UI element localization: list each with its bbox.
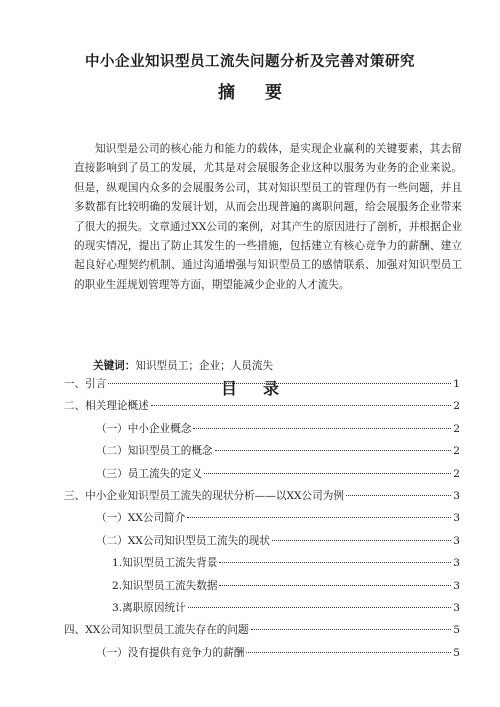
toc-leader-dots <box>187 516 451 518</box>
toc-entry[interactable] <box>64 443 460 465</box>
toc-entry[interactable] <box>64 533 460 555</box>
toc-entry[interactable] <box>64 421 460 443</box>
toc-leader-dots <box>188 606 452 608</box>
toc-leader-dots <box>219 584 451 586</box>
toc-entry-page: 3 <box>453 579 460 592</box>
toc-leader-dots <box>246 651 451 653</box>
abstract-body: 知识型是公司的核心能力和能力的载体，是实现企业赢利的关键要素，其去留直接影响到了员工的发展，尤其是对会展服务企业这种以服务为业务的企业来说。但是，纵观国内众多的会展服务公司，其对知识型员工的管理仍有一些问题，并且多数都有比较明确的发展计划，从而会出现普遍的离职问题，给会展服务企业带来了很大的损失。文章通过XX公司的案例，对其产生的原因进行了剖析，并根据企业的现实情况，提出了防止其发生的一些措施，包括建立有核心竞争力的薪酬、建立起良好心理契约机制、通过沟通增强与知识型员工的感情联系、加强对知识型员工的职业生涯规划管理等方面，期望能减少企业的人才流失。 <box>74 143 462 291</box>
document-title: 中小企业知识型员工流失问题分析及完善对策研究 <box>85 53 415 70</box>
toc-entry[interactable] <box>64 510 460 532</box>
toc-leader-dots <box>215 449 452 451</box>
toc-leader-dots <box>108 382 451 384</box>
toc-entry-title: 四、XX公司知识型员工流失存在的问题 <box>64 624 249 637</box>
toc-entry-title: （三）员工流失的定义 <box>96 467 202 480</box>
toc-leader-dots <box>204 472 451 474</box>
table-of-contents <box>64 376 460 667</box>
toc-entry-page: 3 <box>453 512 460 525</box>
toc-leader-dots <box>346 494 451 496</box>
toc-entry-title: 3.离职原因统计 <box>112 601 186 614</box>
abstract-heading: 摘要 <box>218 83 312 103</box>
keywords-value: 知识型员工；企业；人员流失 <box>135 360 274 372</box>
keywords-label: 关键词： <box>93 360 136 372</box>
toc-entry-page: 2 <box>453 467 460 480</box>
toc-entry-title: （一）XX公司简介 <box>96 512 186 525</box>
toc-entry-title: （二）知识型员工的概念 <box>96 445 213 458</box>
toc-entry-page: 2 <box>453 422 460 435</box>
toc-entry-page: 5 <box>453 624 460 637</box>
toc-entry-page: 2 <box>453 445 460 458</box>
toc-entry-page: 3 <box>453 557 460 570</box>
toc-leader-dots <box>251 628 452 630</box>
toc-entry[interactable] <box>64 376 460 398</box>
toc-leader-dots <box>193 427 451 429</box>
toc-entry-title: （一）没有提供有竞争力的薪酬 <box>96 646 245 659</box>
toc-entry-title: （一）中小企业概念 <box>96 422 192 435</box>
toc-entry[interactable] <box>64 488 460 510</box>
toc-entry-title: 三、中小企业知识型员工流失的现状分析——以XX公司为例 <box>64 489 344 502</box>
toc-entry-title: （二）XX公司知识型员工流失的现状 <box>96 534 270 547</box>
toc-entry-title: 一、引言 <box>64 378 107 390</box>
keywords-line <box>93 358 273 373</box>
toc-leader-dots <box>219 561 451 563</box>
toc-entry[interactable] <box>64 645 460 667</box>
toc-entry-title: 1.知识型员工流失背景 <box>112 557 218 570</box>
toc-entry[interactable] <box>64 578 460 600</box>
toc-entry-page: 5 <box>453 646 460 659</box>
toc-entry[interactable] <box>64 600 460 622</box>
toc-entry-page: 2 <box>453 400 460 413</box>
toc-entry[interactable] <box>64 466 460 488</box>
toc-heading: 目录 <box>220 379 305 398</box>
toc-entry[interactable] <box>64 398 460 420</box>
toc-entry[interactable] <box>64 622 460 644</box>
toc-entry-title: 2.知识型员工流失数据 <box>112 579 218 592</box>
toc-entry[interactable] <box>64 555 460 577</box>
toc-leader-dots <box>272 539 451 541</box>
toc-entry-page: 3 <box>453 534 460 547</box>
toc-entry-page: 3 <box>453 489 460 502</box>
toc-entry-page: 1 <box>453 378 460 390</box>
toc-entry-page: 3 <box>453 601 460 614</box>
toc-leader-dots <box>151 404 452 406</box>
toc-entry-title: 二、相关理论概述 <box>64 400 149 413</box>
